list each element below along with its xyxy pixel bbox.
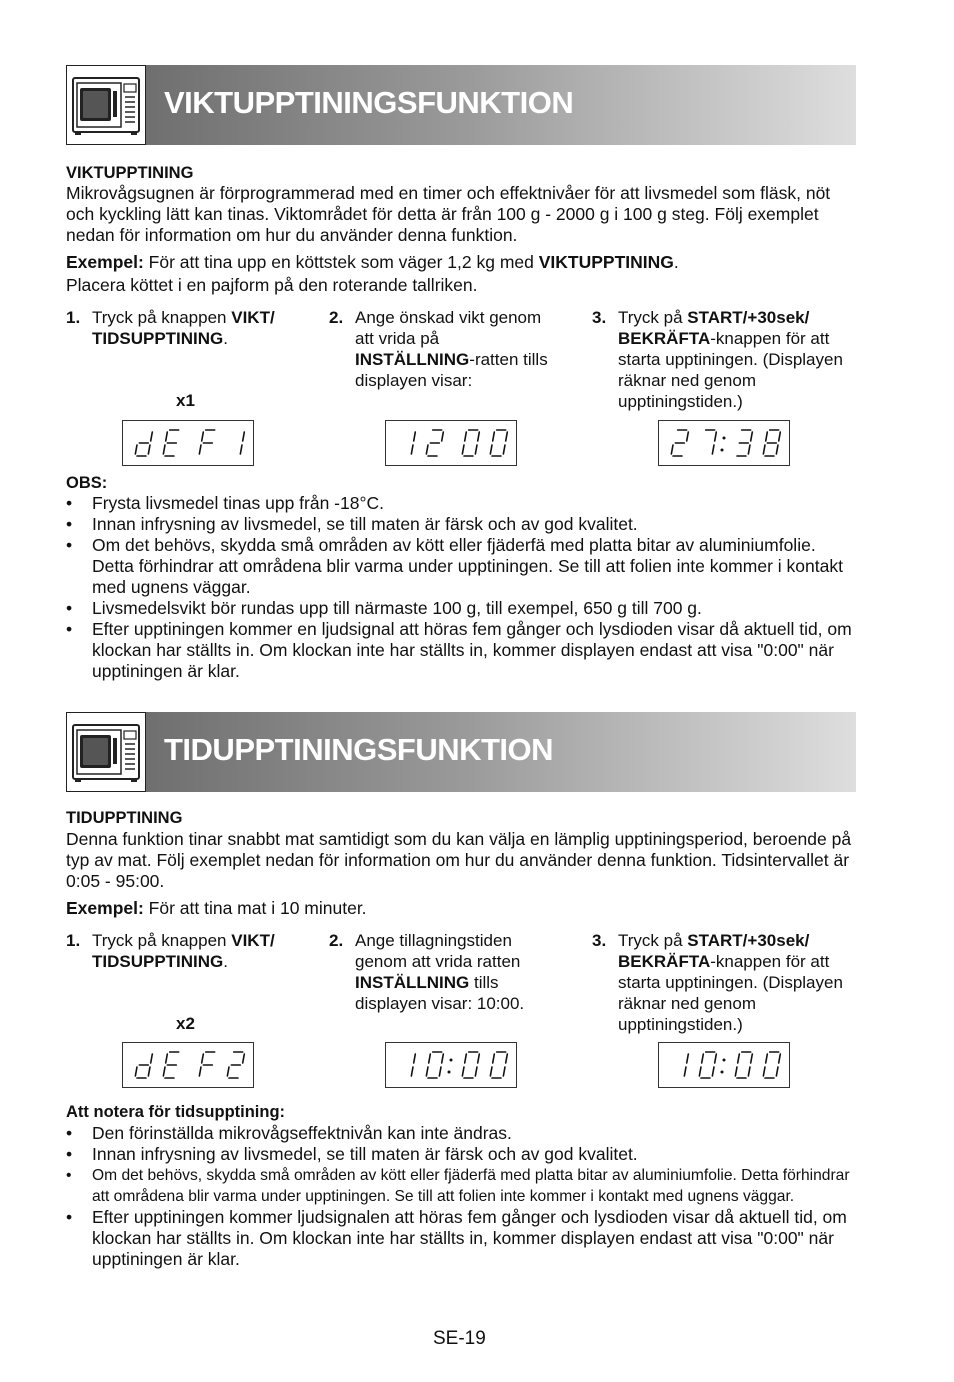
lcd-segment	[687, 432, 689, 441]
lcd-segment	[243, 1054, 245, 1063]
list-item: • Livsmedelsvikt bör rundas upp till närmaste 100 g, till exempel, 650 g till 700 g.	[66, 598, 702, 618]
example-line	[66, 898, 856, 919]
step-text-end: -knappen för att starta upptiningen. (Displayen räknar ned genom upptiningstiden.)	[618, 952, 843, 1034]
press-count: x1	[176, 391, 195, 410]
lcd-segment	[414, 432, 416, 441]
step-text-end: -ratten tills displayen visar:	[355, 350, 548, 390]
step-text-end: -knappen för att starta upptiningen. (Displayen räknar ned genom upptiningstiden.)	[618, 329, 843, 411]
lcd-colon-dot	[448, 1071, 451, 1074]
lcd-segment	[199, 445, 201, 454]
lcd-segment	[202, 432, 204, 441]
section2-banner	[66, 712, 856, 792]
step-text: Ange önskad vikt genom att vrida på	[355, 308, 542, 348]
lcd-segment	[163, 1067, 165, 1076]
lcd-segment	[439, 1067, 441, 1076]
press-count: x2	[176, 1014, 195, 1033]
intro-text: Mikrovågsugnen är förprogrammerad med en timer och effektnivåer för att livsmedel som fläsk, nöt och kyckling lätt kan tinas. Viktområdet för detta är från 100 g - 2000 g i 100 g steg. Följ exemplet nedan för information om hur du använder denna funktion.	[66, 183, 831, 245]
lcd-display	[385, 420, 517, 466]
example-line	[66, 252, 856, 273]
example-text: För att tina mat i 10 minuter.	[143, 898, 367, 918]
section-heading: VIKTUPPTINING	[66, 164, 194, 182]
lcd-segment	[715, 432, 717, 441]
note-text: Innan infrysning av livsmedel, se till maten är färsk och av god kvalitet.	[92, 514, 638, 534]
step-number: 1.	[66, 931, 81, 950]
note-text: Om det behövs, skydda små områden av kött eller fjäderfä med platta bitar av aluminiumfolie. Detta förhindrar att områdena blir varma under upptiningen. Se till att folien inte kommer i kontakt med ugnens väggar.	[92, 535, 843, 597]
microwave-icon	[66, 712, 146, 792]
lcd-segment	[411, 445, 413, 454]
lcd-segment	[462, 1067, 464, 1076]
lcd-segment	[687, 1054, 689, 1063]
lcd-segment	[478, 432, 480, 441]
step-key: INSTÄLLNING	[355, 973, 470, 992]
step-text-end: .	[223, 952, 229, 971]
lcd-segment	[478, 1054, 480, 1063]
intro-text: Denna funktion tinar snabbt mat samtidigt som du kan välja en lämplig upptiningsperiod, beroende på typ av mat. Följ exemplet nedan för information om hur du använder denna funktion. Tidsintervallet är 0:05 - 95:00.	[66, 829, 852, 891]
lcd-segment	[429, 1054, 431, 1063]
lcd-segment	[465, 432, 467, 441]
lcd-segment	[763, 445, 765, 454]
lcd-display	[385, 1042, 517, 1088]
lcd-segment	[475, 1067, 477, 1076]
lcd-segment	[684, 1067, 686, 1076]
step-number: 1.	[66, 308, 81, 327]
example-bold: VIKTUPPTINING	[538, 252, 674, 272]
lcd-colon-dot	[723, 437, 726, 440]
lcd-colon-dot	[723, 1059, 726, 1062]
example-end: .	[673, 252, 679, 272]
lcd-segment	[465, 1054, 467, 1063]
lcd-segment	[240, 445, 242, 454]
step-key: INSTÄLLNING	[355, 350, 470, 369]
notes-list	[66, 493, 856, 682]
lcd-display	[122, 420, 254, 466]
step-key: VIKT/ TIDSUPPTINING	[92, 308, 275, 348]
lcd-segment	[506, 432, 508, 441]
lcd-segment	[506, 1054, 508, 1063]
lcd-segment	[199, 1067, 201, 1076]
list-item: • Innan infrysning av livsmedel, se till maten är färsk och av god kvalitet.	[66, 1144, 638, 1164]
step-text-end: tills displayen visar: 10:00.	[355, 973, 525, 1013]
lcd-segment	[751, 432, 753, 441]
list-item: • Om det behövs, skydda små områden av kött eller fjäderfä med platta bitar av aluminiumfolie. Detta förhindrar att områdena blir varma under upptiningen. Se till att folien inte kommer i kontakt med ugnens väggar.	[66, 1167, 850, 1205]
list-item: • Den förinställda mikrovågseffektnivån kan inte ändras.	[66, 1123, 512, 1143]
step-key: START/+30sek/ BEKRÄFTA	[618, 931, 810, 971]
example-text: För att tina upp en köttstek som väger 1,2 kg med	[143, 252, 539, 272]
lcd-display	[122, 1042, 254, 1088]
lcd-segment	[712, 1067, 714, 1076]
step-number: 2.	[329, 931, 344, 950]
step-text: Tryck på	[618, 931, 688, 950]
lcd-segment	[763, 1067, 765, 1076]
lcd-segment	[493, 1054, 495, 1063]
lcd-segment	[462, 445, 464, 454]
lcd-segment	[227, 1067, 229, 1076]
lcd-segment	[135, 445, 137, 454]
step-text: Ange tillagningstiden genom att vrida ratten	[355, 931, 521, 971]
note-text: Om det behövs, skydda små områden av kött eller fjäderfä med platta bitar av aluminiumfolie. Detta förhindrar att områdena blir varma under upptiningen. Se till att folien inte kommer i kontakt med ugnens väggar.	[92, 1167, 850, 1205]
lcd-segment	[702, 1054, 704, 1063]
step-number: 3.	[592, 931, 607, 950]
page-number: SE-19	[433, 1328, 486, 1349]
microwave-icon	[66, 65, 146, 145]
lcd-segment	[148, 1067, 150, 1076]
lcd-segment	[503, 1067, 505, 1076]
lcd-segment	[779, 432, 781, 441]
section-title: VIKTUPPTININGSFUNKTION	[164, 85, 574, 120]
lcd-segment	[426, 445, 428, 454]
lcd-segment	[426, 1067, 428, 1076]
lcd-segment	[151, 432, 153, 441]
example-label: Exempel:	[66, 898, 144, 918]
lcd-segment	[414, 1054, 416, 1063]
section-heading: TIDUPPTINING	[66, 809, 183, 827]
lcd-segment	[148, 445, 150, 454]
section-title: TIDUPPTININGSFUNKTION	[164, 732, 554, 767]
lcd-segment	[779, 1054, 781, 1063]
lcd-segment	[776, 445, 778, 454]
lcd-segment	[715, 1054, 717, 1063]
lcd-segment	[166, 1054, 168, 1063]
lcd-segment	[442, 1054, 444, 1063]
lcd-segment	[490, 445, 492, 454]
lcd-colon-dot	[721, 1071, 724, 1074]
note-text: Innan infrysning av livsmedel, se till maten är färsk och av god kvalitet.	[92, 1144, 638, 1164]
step-key: VIKT/ TIDSUPPTINING	[92, 931, 275, 971]
lcd-segment	[699, 1067, 701, 1076]
lcd-segment	[166, 432, 168, 441]
lcd-colon-dot	[721, 449, 724, 452]
example-label: Exempel:	[66, 252, 144, 272]
lcd-segment	[493, 432, 495, 441]
step-text: Tryck på	[618, 308, 688, 327]
lcd-segment	[135, 1067, 137, 1076]
lcd-segment	[202, 1054, 204, 1063]
note-text: Efter upptiningen kommer en ljudsignal att höras fem gånger och lysdioden visar då aktuell tid, om klockan har ställts in. Om klockan inte har ställts in, kommer displayen endast att visa "0:00" när upptiningen är klar.	[92, 619, 852, 681]
note-text: Den förinställda mikrovågseffektnivån kan inte ändras.	[92, 1123, 512, 1143]
lcd-segment	[748, 1067, 750, 1076]
note-text: Efter upptiningen kommer ljudsignalen att höras fem gånger och lysdioden visar då aktuell tid, om klockan har ställts in. Om klockan inte har ställts in, kommer displayen endast att visa "0:00" när upptiningen är klar.	[92, 1207, 847, 1269]
list-item: • Om det behövs, skydda små områden av kött eller fjäderfä med platta bitar av aluminiumfolie. Detta förhindrar att områdena blir varma under upptiningen. Se till att folien inte kommer i kontakt med ugnens väggar.	[66, 535, 843, 597]
lcd-segment	[751, 1054, 753, 1063]
lcd-segment	[748, 445, 750, 454]
notes-heading: Att notera för tidsupptining:	[66, 1103, 286, 1121]
note-text: Livsmedelsvikt bör rundas upp till närmaste 100 g, till exempel, 650 g till 700 g.	[92, 598, 702, 618]
step-number: 3.	[592, 308, 607, 327]
lcd-segment	[766, 1054, 768, 1063]
list-item: • Frysta livsmedel tinas upp från -18°C.	[66, 493, 384, 513]
step-text: Tryck på knappen	[92, 308, 232, 327]
lcd-segment	[735, 1067, 737, 1076]
lcd-segment	[243, 432, 245, 441]
step-number: 2.	[329, 308, 344, 327]
lcd-segment	[442, 432, 444, 441]
lcd-segment	[490, 1067, 492, 1076]
lcd-segment	[776, 1067, 778, 1076]
lcd-colon-dot	[450, 1059, 453, 1062]
step-text-end: .	[223, 329, 229, 348]
lcd-display	[658, 1042, 790, 1088]
lcd-segment	[475, 445, 477, 454]
lcd-segment	[503, 445, 505, 454]
step-key: START/+30sek/ BEKRÄFTA	[618, 308, 810, 348]
lcd-segment	[411, 1067, 413, 1076]
lcd-segment	[163, 445, 165, 454]
step-text: Tryck på knappen	[92, 931, 232, 950]
lcd-display	[658, 420, 790, 466]
example-line-2: Placera köttet i en pajform på den roterande tallriken.	[66, 275, 478, 295]
lcd-segment	[712, 445, 714, 454]
list-item: • Innan infrysning av livsmedel, se till maten är färsk och av god kvalitet.	[66, 514, 638, 534]
lcd-segment	[151, 1054, 153, 1063]
notes-heading: OBS:	[66, 474, 108, 492]
section1-banner	[66, 65, 856, 145]
lcd-segment	[766, 432, 768, 441]
list-item: • Efter upptiningen kommer en ljudsignal att höras fem gånger och lysdioden visar då aktuell tid, om klockan har ställts in. Om klockan inte har ställts in, kommer displayen endast att visa "0:00" när upptiningen är klar.	[66, 619, 852, 681]
list-item: • Efter upptiningen kommer ljudsignalen att höras fem gånger och lysdioden visar då aktuell tid, om klockan har ställts in. Om klockan inte har ställts in, kommer displayen endast att visa "0:00" när upptiningen är klar.	[66, 1207, 847, 1269]
lcd-segment	[738, 1054, 740, 1063]
note-text: Frysta livsmedel tinas upp från -18°C.	[92, 493, 384, 513]
notes-list	[66, 1123, 856, 1270]
lcd-segment	[671, 445, 673, 454]
